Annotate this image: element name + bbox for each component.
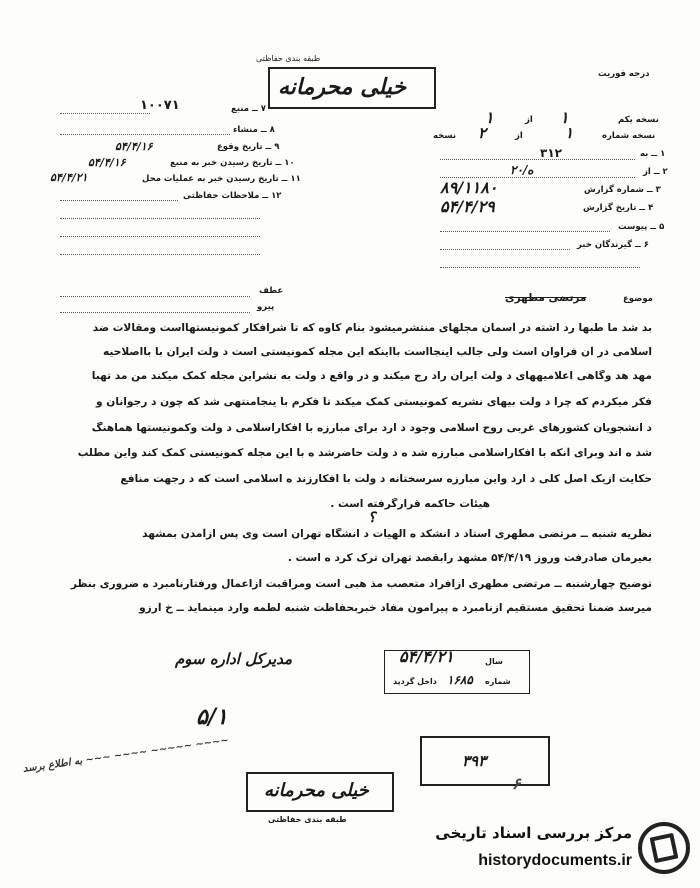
top-stamp-caption: طبقه بندی حفاظتی (256, 54, 321, 63)
subject-value: مرتضی مطهری (505, 292, 587, 304)
field-report-date: ۴ ــ تاریخ گزارش (583, 203, 654, 213)
field-from-value: ۲۰/ه (510, 163, 534, 177)
body-line-3: مهد هد وگاهی اعلامیههای د ولت ایران راد رج میکند و در واقع د ولت به نشراین مجله کمک میکند من مد تهبا (91, 370, 652, 382)
margin-handwritten-note: به اطلاع برسد ~~~ ~~~~ ~~~~~ ~~~~ (22, 735, 230, 775)
event-date-value: ۵۴/۴/۱۶ (115, 140, 153, 153)
field-origin: ۸ ــ منشاء (233, 125, 275, 135)
body-line-5: د انشجویان کشورهای غربی روح اسلامی وجود د ارد برای مبارزه با افکاراسلامی د ولت وکمونیستها هماهنگ (91, 422, 652, 434)
body-line-4: فکر میکردم که چرا د ولت بیهای نشریه کمونیستی کمک میکند تا فکرم با ینجامنتهی شد که چون د رجوانان و (96, 396, 652, 408)
archive-watermark (400, 820, 690, 884)
stamp-scribble: ۶ (512, 774, 521, 793)
field-source-date: ۱۰ ــ تاریخ رسیدن خبر به منبع (170, 158, 295, 168)
receipt-number-value: ۱۶۸۵ (447, 673, 473, 687)
field-to: ۱ ــ به (640, 149, 666, 159)
copy-one-total: ۱ (485, 108, 494, 127)
body-line-8: هیئات حاکمه قرارگرفته است . (330, 498, 490, 510)
receipt-entered-label: داخل گردید (393, 677, 437, 686)
copy-one-mark: ۱ (560, 108, 569, 127)
dotted-line (440, 159, 635, 160)
reference-label: عطف (259, 286, 284, 296)
subject-label: موضوع (623, 294, 653, 304)
reference-number: ۱۰۰۷۱ (140, 98, 180, 113)
field-source: ۷ ــ منبع (231, 104, 266, 114)
dotted-line (60, 200, 178, 201)
source-date-value: ۵۴/۴/۱۶ (88, 156, 126, 169)
dotted-line (440, 231, 610, 232)
field-ops-date: ۱۱ ــ تاریخ رسیدن خبر به عملیات محل (142, 174, 301, 184)
body-line-2: اسلامی در آن فراوان است ولی جالب اینجااست بااینکه این مجله کمونیستی است د ولت ایران با بااصلاحیه (103, 346, 652, 358)
margin-note-text: به اطلاع برسد (22, 755, 83, 775)
copy-number-mark: ۱ (565, 124, 574, 142)
body-line-7: حکایت ازیک اصل کلی د ارد واین مبارزه سرسختانه د ولت با افکارزند ه اسلامی است که د رجهت منافع (120, 473, 652, 485)
copy-tail: نسخه (433, 131, 457, 141)
bottom-classification-text: خیلی محرمانه (264, 780, 369, 801)
bottom-box-number: ۳۹۳ (462, 752, 487, 770)
copy-two-from: از (515, 131, 523, 141)
copy-number-label: نسخه شماره (602, 131, 656, 141)
bottom-number-box (420, 736, 550, 786)
field-to-value: ۳۱۲ (540, 146, 562, 160)
body-line-6: شد ه اند وبرای آنکه با افکاراسلامی مبارزه شد ه د ولت حاضرشد ه با این مجله کمونیستی کمک کند واین مطلب (77, 447, 652, 459)
archive-org-name: مرکز بررسی اسناد تاریخی (435, 824, 632, 842)
note-line-1: توضیح چهارشنبه ــ مرتضی مطهری ازافراد متعصب مذ هبی است ومراقبت ازاعمال ورفتارنامبرد ه ضروری بنظر (70, 578, 652, 590)
dotted-line (60, 134, 230, 135)
archive-url[interactable]: historydocuments.ir (478, 852, 632, 869)
priority-label: درجه فوریت (598, 69, 650, 79)
field-from: ۲ ــ از (643, 167, 668, 177)
receipt-date: ۵۴/۴/۲۱ (399, 647, 454, 666)
dotted-line (60, 236, 260, 237)
body-line-1: بد شد ما طبها رد اشته در آسمان مجلهای منتشرمیشود بنام کاوه که تا شرافکار کمونیستهااست ومقالات ضد (92, 322, 652, 334)
document-glyph-icon (650, 833, 679, 863)
dotted-line (60, 218, 260, 219)
report-date-value: ۵۴/۴/۲۹ (440, 197, 495, 216)
classification-stamp (268, 67, 436, 109)
copy-two-total: ۲ (478, 124, 487, 142)
copy-one-label: نسخه یکم (618, 115, 659, 125)
receipt-year-label: سال (485, 657, 503, 666)
receipt-stamp (384, 647, 530, 694)
bottom-stamp-caption: طبقه بندی حفاظتی (268, 815, 347, 824)
classification-text: خیلی محرمانه (278, 74, 407, 100)
dotted-line (440, 267, 640, 268)
dotted-line (60, 296, 250, 297)
dotted-line (60, 254, 260, 255)
field-security-notes: ۱۲ ــ ملاحظات حفاظتی (183, 191, 282, 201)
dotted-line (60, 113, 150, 114)
opinion-line-1: نظریه شنبه ــ مرتضی مطهری استاد د انشکد ه الهیات د انشگاه تهران است وی پس ازآمدن بمشهد (142, 528, 652, 540)
field-attachment: ۵ ــ پیوست (618, 222, 665, 232)
archive-logo-icon (638, 822, 690, 874)
note-line-2: میرسد ضمنا تحقیق مستقیم ازنامبرد ه پیرامون مفاد خبربحفاظت شنبه لطمه وارد مینماید ــ خ آرزو (139, 602, 652, 614)
report-number-value: ۸۹/۱۱۸۰ (440, 178, 498, 197)
file-number: ۵/۱ (196, 704, 228, 730)
ops-date-value: ۵۴/۴/۲۱ (50, 171, 88, 184)
field-recipients: ۶ ــ گیرندگان خبر (577, 240, 649, 250)
receipt-number-label: شماره (485, 677, 511, 686)
field-report-number: ۳ ــ شماره گزارش (584, 185, 661, 195)
signature-handwriting: مدیرکل اداره سوم (175, 650, 293, 668)
dotted-line (60, 312, 250, 313)
copy-one-from: از (525, 115, 533, 125)
opinion-line-2: بغیرمان صادرفت وروز ۵۴/۴/۱۹ مشهد رابقصد تهران ترک کرد ه است . (287, 552, 652, 564)
field-event-date: ۹ ــ تاریخ وقوع (217, 142, 280, 152)
question-mark: ؟ (368, 510, 376, 526)
follow-up-label: پیرو (257, 302, 275, 312)
bottom-classification-stamp (246, 772, 394, 812)
dotted-line (440, 249, 570, 250)
